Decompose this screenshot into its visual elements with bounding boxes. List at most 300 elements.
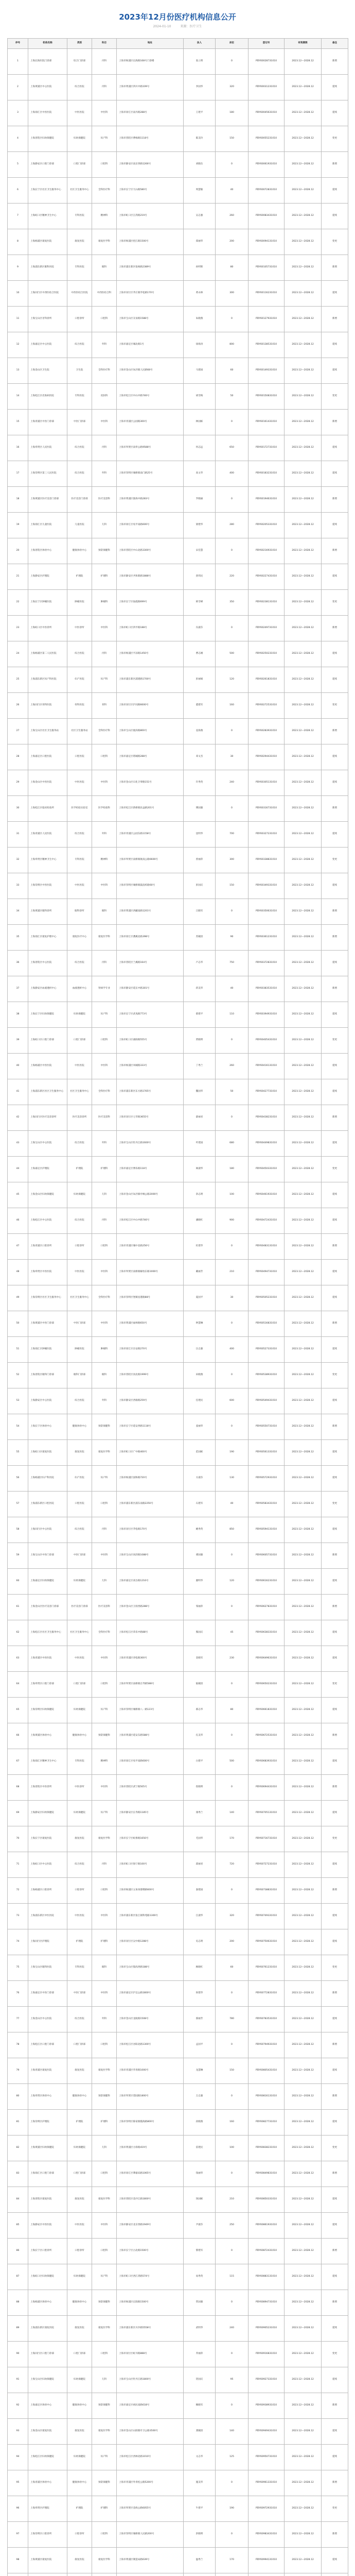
cell-beds: 50 bbox=[216, 1079, 248, 1105]
cell-legal: 尹淑芬 bbox=[184, 2213, 216, 2239]
cell-reg-no: PDY60283931010 bbox=[248, 719, 285, 744]
cell-valid: 2023.12—2028.12 bbox=[285, 513, 322, 538]
cell-note: 新增 bbox=[322, 1723, 348, 1749]
cell-note: 新增 bbox=[322, 1543, 348, 1569]
cell-beds: 210 bbox=[216, 2187, 248, 2213]
cell-valid: 2023.12—2028.12 bbox=[285, 255, 322, 281]
cell-name: 上海嘉定区口腔医院 bbox=[28, 744, 67, 770]
cell-legal: 牛建平 bbox=[184, 2496, 216, 2522]
cell-dept: 外科 bbox=[92, 2007, 117, 2032]
cell-address: 上海市长宁区虹桥路1650号 bbox=[117, 1826, 184, 1852]
cell-dept: 妇产科 bbox=[92, 126, 117, 152]
cell-name: 上海奉贤区口腔门诊部 bbox=[28, 1672, 67, 1698]
table-row bbox=[8, 2058, 348, 2084]
cell-address: 上海市黄浦区淮海中路283号 bbox=[117, 487, 184, 513]
cell-address: 上海市静安区共和新路1888号 bbox=[117, 564, 184, 590]
cell-address: 上海市崇明区城桥镇鼓浪屿路60号 bbox=[117, 873, 184, 899]
cell-valid: 2023.12—2028.12 bbox=[285, 2264, 322, 2290]
cell-address: 上海市青浦区城中北路256号 bbox=[117, 1234, 184, 1260]
cell-dept: 口腔科 bbox=[92, 1672, 117, 1698]
cell-reg-no: PDY60727231010 bbox=[248, 1852, 285, 1878]
cell-serial: 5 bbox=[8, 152, 28, 178]
cell-address: 上海市崇明区城桥镇南门路25号 bbox=[117, 461, 184, 487]
cell-type: 康复医院 bbox=[67, 2548, 92, 2573]
cell-reg-no: PDY60183231010 bbox=[248, 461, 285, 487]
cell-legal: 彭国庆 bbox=[184, 873, 216, 899]
column-header: 有效期限 bbox=[285, 39, 322, 49]
cell-address: 上海市徐汇区宛平南路600号 bbox=[117, 1749, 184, 1775]
cell-legal: 黄永林 bbox=[184, 281, 216, 307]
cell-reg-no: PDY60250231010 bbox=[248, 641, 285, 667]
cell-type: 眼科诊所 bbox=[67, 899, 92, 925]
cell-valid: 2023.12—2028.12 bbox=[285, 2316, 322, 2342]
cell-note: 变更 bbox=[322, 2496, 348, 2522]
cell-serial: 40 bbox=[8, 1054, 28, 1079]
cell-legal: 罗晓丽 bbox=[184, 487, 216, 513]
cell-address: 上海市奉贤区金海公路6055号 bbox=[117, 2496, 184, 2522]
cell-note: 延续 bbox=[322, 2187, 348, 2213]
cell-legal: 范国栋 bbox=[184, 1440, 216, 1466]
cell-note: 新增 bbox=[322, 1981, 348, 2007]
cell-valid: 2023.12—2028.12 bbox=[285, 1878, 322, 1904]
cell-reg-no: PDY60949431010 bbox=[248, 2419, 285, 2445]
cell-type: 健康体检中心 bbox=[67, 2470, 92, 2496]
cell-address: 上海市虹口区江湾路219号 bbox=[117, 204, 184, 229]
cell-address: 上海市黄浦区西藏南路1201号 bbox=[117, 899, 184, 925]
cell-dept: 全科医疗科 bbox=[92, 719, 117, 744]
cell-reg-no: PDY60661831010 bbox=[248, 1698, 285, 1723]
cell-name: 上海普陀区中心医院 bbox=[28, 951, 67, 976]
cell-dept: 中医科 bbox=[92, 1775, 117, 1801]
cell-valid: 2023.12—2028.12 bbox=[285, 1260, 322, 1285]
cell-address: 上海市普陀区曹杨路1118号 bbox=[117, 126, 184, 152]
table-row bbox=[8, 2316, 348, 2342]
cell-type: 专科医院 bbox=[67, 1955, 92, 1981]
cell-address: 上海市黄浦区制造局路639号 bbox=[117, 2548, 184, 2573]
cell-note: 新增 bbox=[322, 2084, 348, 2110]
cell-note: 延续 bbox=[322, 1646, 348, 1672]
column-header: 序号 bbox=[8, 39, 28, 49]
cell-beds: 0 bbox=[216, 49, 248, 75]
cell-legal: 常国强 bbox=[184, 2290, 216, 2316]
cell-dept: 口腔科 bbox=[92, 1234, 117, 1260]
cell-note: 延续 bbox=[322, 1182, 348, 1208]
cell-name: 上海青浦区中医门诊部 bbox=[28, 410, 67, 435]
cell-valid: 2023.12—2028.12 bbox=[285, 49, 322, 75]
cell-address: 上海市长宁区延安西路1118号 bbox=[117, 1414, 184, 1440]
cell-address: 上海市嘉定区沪宜公路1800号 bbox=[117, 1981, 184, 2007]
cell-type: 口腔门诊部 bbox=[67, 1672, 92, 1698]
cell-serial: 14 bbox=[8, 384, 28, 410]
table-row bbox=[8, 1208, 348, 1234]
cell-valid: 2023.12—2028.12 bbox=[285, 1543, 322, 1569]
cell-valid: 2023.12—2028.12 bbox=[285, 1646, 322, 1672]
cell-legal: 韩雪峰 bbox=[184, 590, 216, 616]
cell-name: 上海静安区口腔门诊部 bbox=[28, 152, 67, 178]
cell-beds: 700 bbox=[216, 822, 248, 848]
table-row bbox=[8, 1904, 348, 1929]
cell-serial: 86 bbox=[8, 2239, 28, 2264]
cell-serial: 36 bbox=[8, 951, 28, 976]
cell-name: 上海嘉定区护理院 bbox=[28, 1157, 67, 1182]
cell-type: 妇幼保健院 bbox=[67, 2367, 92, 2393]
cell-valid: 2023.12—2028.12 bbox=[285, 796, 322, 822]
table-row bbox=[8, 951, 348, 976]
cell-address: 上海市奉贤区望园路1800号 bbox=[117, 2084, 184, 2110]
cell-address: 上海市虹口区广中路400号 bbox=[117, 1440, 184, 1466]
cell-name: 上海青浦区口腔诊所 bbox=[28, 1234, 67, 1260]
table-row bbox=[8, 1826, 348, 1852]
cell-type: 护理院 bbox=[67, 564, 92, 590]
cell-serial: 92 bbox=[8, 2393, 28, 2419]
table-row bbox=[8, 1723, 348, 1749]
cell-beds: 260 bbox=[216, 1054, 248, 1079]
cell-name: 上海徐汇区康复护理中心 bbox=[28, 925, 67, 951]
cell-type: 护理院 bbox=[67, 2110, 92, 2136]
cell-name: 上海金山区妇幼保健院 bbox=[28, 1182, 67, 1208]
cell-serial: 37 bbox=[8, 976, 28, 1002]
cell-valid: 2023.12—2028.12 bbox=[285, 925, 322, 951]
cell-note: 延续 bbox=[322, 2419, 348, 2445]
cell-serial: 66 bbox=[8, 1723, 28, 1749]
cell-address: 上海市虹口区曲阳路555号 bbox=[117, 1028, 184, 1054]
cell-beds: 60 bbox=[216, 358, 248, 384]
table-row bbox=[8, 358, 348, 384]
cell-note: 新增 bbox=[322, 616, 348, 641]
cell-address: 上海市闵行区虹井路888号 bbox=[117, 2342, 184, 2367]
table-row bbox=[8, 616, 348, 641]
cell-dept: 肿瘤科 bbox=[92, 1337, 117, 1363]
cell-note: 延续 bbox=[322, 1620, 348, 1646]
cell-reg-no: PDY60105731010 bbox=[248, 255, 285, 281]
cell-note: 延续 bbox=[322, 1054, 348, 1079]
table-row bbox=[8, 1363, 348, 1388]
table-row bbox=[8, 693, 348, 719]
table-row bbox=[8, 1775, 348, 1801]
cell-dept: 全科医疗科 bbox=[92, 1620, 117, 1646]
cell-name: 上海浦东新区眼科医院 bbox=[28, 255, 67, 281]
cell-valid: 2023.12—2028.12 bbox=[285, 2290, 322, 2316]
cell-address: 上海市嘉定区塔城路288号 bbox=[117, 744, 184, 770]
table-row bbox=[8, 2110, 348, 2136]
cell-serial: 30 bbox=[8, 796, 28, 822]
cell-beds: 60 bbox=[216, 1955, 248, 1981]
cell-type: 中西医结合医院 bbox=[67, 281, 92, 307]
cell-type: 综合医院 bbox=[67, 1208, 92, 1234]
table-row bbox=[8, 1002, 348, 1028]
cell-serial: 94 bbox=[8, 2445, 28, 2470]
cell-note: 延续 bbox=[322, 2367, 348, 2393]
cell-address: 上海市宝山区同济路1088号 bbox=[117, 1543, 184, 1569]
cell-address: 上海市松江区荣乐中路88号 bbox=[117, 1620, 184, 1646]
cell-legal: 万志强 bbox=[184, 2084, 216, 2110]
cell-serial: 49 bbox=[8, 1285, 28, 1311]
cell-dept: 护理科 bbox=[92, 564, 117, 590]
cell-beds: 190 bbox=[216, 1440, 248, 1466]
cell-valid: 2023.12—2028.12 bbox=[285, 2007, 322, 2032]
cell-dept: 中医科 bbox=[92, 1646, 117, 1672]
cell-beds: 240 bbox=[216, 770, 248, 796]
cell-legal: 高文华 bbox=[184, 461, 216, 487]
cell-reg-no: PDY60361231010 bbox=[248, 925, 285, 951]
cell-dept: 妇产科 bbox=[92, 2445, 117, 2470]
cell-serial: 57 bbox=[8, 1492, 28, 1517]
cell-address: 上海市松江区西林北路1010号 bbox=[117, 2445, 184, 2470]
cell-beds: 160 bbox=[216, 2110, 248, 2136]
cell-serial: 82 bbox=[8, 2136, 28, 2161]
cell-name: 上海浦东新区社区卫生服务中心 bbox=[28, 1079, 67, 1105]
cell-reg-no: PDY60450331010 bbox=[248, 1157, 285, 1182]
cell-legal: 任建民 bbox=[184, 1388, 216, 1414]
cell-serial: 52 bbox=[8, 1363, 28, 1388]
cell-beds: 150 bbox=[216, 2058, 248, 2084]
cell-dept: 康复医学科 bbox=[92, 2419, 117, 2445]
cell-address: 上海市徐汇区肇嘉浜路1065号 bbox=[117, 2161, 184, 2187]
cell-beds: 0 bbox=[216, 2032, 248, 2058]
table-row bbox=[8, 1466, 348, 1492]
cell-beds: 720 bbox=[216, 1852, 248, 1878]
cell-name: 上海金山区康复医院 bbox=[28, 2419, 67, 2445]
cell-name: 上海杨浦区口腔诊所 bbox=[28, 1878, 67, 1904]
cell-dept bbox=[92, 2573, 117, 2576]
cell-address: 上海市闵行区七莘路3655号 bbox=[117, 1105, 184, 1131]
cell-address: 上海市徐汇区漕溪北路398号 bbox=[117, 925, 184, 951]
cell-type: 医学检验实验室 bbox=[67, 796, 92, 822]
cell-address: 上海市黄浦区方斜路419号 bbox=[117, 2136, 184, 2161]
cell-note: 新增 bbox=[322, 1234, 348, 1260]
cell-dept: 口腔科 bbox=[92, 2032, 117, 2058]
publish-source: 来源：医疗卫生 bbox=[180, 25, 202, 28]
cell-dept: 肾病学专业 bbox=[92, 976, 117, 1002]
cell-name: 上海奉贤区中医医院 bbox=[28, 1260, 67, 1285]
cell-valid: 2023.12—2028.12 bbox=[285, 2445, 322, 2470]
cell-reg-no: PDY60294431010 bbox=[248, 744, 285, 770]
cell-beds: 80 bbox=[216, 255, 248, 281]
cell-note: 延续 bbox=[322, 1569, 348, 1595]
cell-reg-no: PDY60427731010 bbox=[248, 1079, 285, 1105]
cell-reg-no: PDY60227431010 bbox=[248, 564, 285, 590]
cell-reg-no: PDY60383531010 bbox=[248, 976, 285, 1002]
cell-reg-no: PDY60872431010 bbox=[248, 2239, 285, 2264]
cell-dept: 中医科 bbox=[92, 616, 117, 641]
cell-type: 康复医院 bbox=[67, 1440, 92, 1466]
cell-serial: 8 bbox=[8, 229, 28, 255]
table-row bbox=[8, 1388, 348, 1414]
cell-note: 延续 bbox=[322, 281, 348, 307]
cell-name: 上海徐汇区肿瘤医院 bbox=[28, 1337, 67, 1363]
cell-dept: 康复医学科 bbox=[92, 2548, 117, 2573]
cell-beds: 0 bbox=[216, 2084, 248, 2110]
cell-legal: 谭国强 bbox=[184, 1543, 216, 1569]
cell-dept: 康复医学科 bbox=[92, 1440, 117, 1466]
cell-valid: 2023.12—2028.12 bbox=[285, 1414, 322, 1440]
cell-legal: 洪晓明 bbox=[184, 2522, 216, 2548]
cell-name: 上海嘉定区中心医院 bbox=[28, 332, 67, 358]
cell-legal: 熊国庆 bbox=[184, 1620, 216, 1646]
cell-valid: 2023.12—2028.12 bbox=[285, 1904, 322, 1929]
cell-name: 上海普陀区中医诊所 bbox=[28, 1775, 67, 1801]
cell-type: 中医医院 bbox=[67, 1646, 92, 1672]
table-row bbox=[8, 2445, 348, 2470]
cell-beds: 190 bbox=[216, 2496, 248, 2522]
cell-beds: 800 bbox=[216, 332, 248, 358]
cell-legal: 叶建国 bbox=[184, 1131, 216, 1157]
cell-note: 延续 bbox=[322, 461, 348, 487]
cell-address: 上海市杨浦区长阳路1500号 bbox=[117, 2290, 184, 2316]
cell-type: 妇产医院 bbox=[67, 1466, 92, 1492]
cell-name bbox=[28, 2573, 67, 2576]
cell-note: 延续 bbox=[322, 1002, 348, 1028]
cell-valid: 2023.12—2028.12 bbox=[285, 1723, 322, 1749]
cell-type: 护理院 bbox=[67, 1929, 92, 1955]
cell-type: 社区卫生服务中心 bbox=[67, 1079, 92, 1105]
cell-note: 新增 bbox=[322, 2522, 348, 2548]
cell-legal: 阎淑华 bbox=[184, 1157, 216, 1182]
cell-legal: 乔丽萍 bbox=[184, 2342, 216, 2367]
cell-address: 上海市金山区朱泾镇亭枫公路2000号 bbox=[117, 1182, 184, 1208]
cell-type: 妇幼保健院 bbox=[67, 126, 92, 152]
cell-name: 上海奉贤区体检中心 bbox=[28, 2084, 67, 2110]
column-header: 备注 bbox=[322, 39, 348, 49]
cell-reg-no: PDY60616231010 bbox=[248, 1569, 285, 1595]
cell-note: 新增 bbox=[322, 152, 348, 178]
cell-reg-no: PDY60716731010 bbox=[248, 1826, 285, 1852]
cell-type: 健康体检中心 bbox=[67, 1414, 92, 1440]
cell-dept: 护理科 bbox=[92, 2496, 117, 2522]
cell-beds: 320 bbox=[216, 1904, 248, 1929]
cell-address bbox=[117, 2573, 184, 2576]
cell-legal: 温秀兰 bbox=[184, 2548, 216, 2573]
cell-reg-no: PDY60950731010 bbox=[248, 2445, 285, 2470]
cell-note: 延续 bbox=[322, 1904, 348, 1929]
cell-beds: 0 bbox=[216, 796, 248, 822]
cell-reg-no: PDY60549431010 bbox=[248, 1388, 285, 1414]
cell-beds: 350 bbox=[216, 590, 248, 616]
cell-type: 口腔门诊部 bbox=[67, 2161, 92, 2187]
cell-beds: 180 bbox=[216, 1157, 248, 1182]
cell-reg-no: PDY60116231010 bbox=[248, 281, 285, 307]
cell-reg-no: PDY60272531010 bbox=[248, 693, 285, 719]
cell-reg-no: PDY60138531010 bbox=[248, 332, 285, 358]
cell-type: 健康体检中心 bbox=[67, 538, 92, 564]
cell-note: 延续 bbox=[322, 332, 348, 358]
cell-type: 中医门诊部 bbox=[67, 410, 92, 435]
cell-name: 上海宝山区妇幼保健院 bbox=[28, 2367, 67, 2393]
cell-name: 上海崇明区口腔诊所 bbox=[28, 2522, 67, 2548]
cell-reg-no: PDY60938931010 bbox=[248, 2393, 285, 2419]
cell-beds: 0 bbox=[216, 1672, 248, 1698]
cell-type: 综合医院 bbox=[67, 951, 92, 976]
cell-address: 上海市普陀区中山北路3300号 bbox=[117, 538, 184, 564]
cell-reg-no: PDY60861931010 bbox=[248, 2213, 285, 2239]
cell-dept: 口腔科 bbox=[92, 152, 117, 178]
cell-serial: 81 bbox=[8, 2110, 28, 2136]
cell-dept: 中医科 bbox=[92, 770, 117, 796]
cell-valid: 2023.12—2028.12 bbox=[285, 332, 322, 358]
cell-legal: 何志远 bbox=[184, 435, 216, 461]
cell-dept: 中医科 bbox=[92, 1311, 117, 1337]
table-row bbox=[8, 1492, 348, 1517]
table-row bbox=[8, 49, 348, 75]
cell-note: 变更 bbox=[322, 2136, 348, 2161]
cell-note: 新增 bbox=[322, 2470, 348, 2496]
cell-type: 口腔诊所 bbox=[67, 307, 92, 332]
cell-type: 口腔门诊部 bbox=[67, 152, 92, 178]
cell-type: 健康体检中心 bbox=[67, 2393, 92, 2419]
cell-address: 上海市金山区龙航路1508号 bbox=[117, 2007, 184, 2032]
cell-beds: 150 bbox=[216, 126, 248, 152]
cell-reg-no: PDY60916831010 bbox=[248, 2342, 285, 2367]
cell-type: 中医医院 bbox=[67, 100, 92, 126]
cell-serial: 77 bbox=[8, 2007, 28, 2032]
cell-dept: 内科 bbox=[92, 75, 117, 100]
cell-reg-no: PDY60750631010 bbox=[248, 1929, 285, 1955]
cell-valid: 2023.12—2028.12 bbox=[285, 1955, 322, 1981]
cell-address: 上海市青浦区公园东路1158号 bbox=[117, 822, 184, 848]
table-row bbox=[8, 2419, 348, 2445]
cell-name: 上海普陀区眼科门诊部 bbox=[28, 1363, 67, 1388]
cell-note: 变更 bbox=[322, 693, 348, 719]
cell-address: 上海市浦东新区东方路1765号 bbox=[117, 1079, 184, 1105]
cell-note: 变更 bbox=[322, 1955, 348, 1981]
cell-valid: 2023.12—2028.12 bbox=[285, 976, 322, 1002]
cell-type: 康复医院 bbox=[67, 2419, 92, 2445]
cell-name: 上海松江区临床检验所 bbox=[28, 796, 67, 822]
cell-legal: 廖明华 bbox=[184, 1569, 216, 1595]
cell-reg-no: PDY60149331010 bbox=[248, 358, 285, 384]
cell-note: 变更 bbox=[322, 1363, 348, 1388]
cell-legal: 陆婉清 bbox=[184, 1672, 216, 1698]
cell-address: 上海市嘉定区裕民南路618号 bbox=[117, 2393, 184, 2419]
cell-valid: 2023.12—2028.12 bbox=[285, 100, 322, 126]
cell-serial: 3 bbox=[8, 100, 28, 126]
cell-serial: 6 bbox=[8, 178, 28, 204]
cell-serial: 31 bbox=[8, 822, 28, 848]
cell-valid: 2023.12—2028.12 bbox=[285, 564, 322, 590]
cell-legal: 贾晓明 bbox=[184, 1028, 216, 1054]
cell-valid: 2023.12—2028.12 bbox=[285, 1131, 322, 1157]
cell-name: 上海杨浦区第二人民医院 bbox=[28, 641, 67, 667]
cell-reg-no: PDY60061931010 bbox=[248, 152, 285, 178]
cell-reg-no: PDY60083431010 bbox=[248, 204, 285, 229]
cell-type: 中医门诊部 bbox=[67, 1543, 92, 1569]
cell-reg-no: PDY60028731010 bbox=[248, 49, 285, 75]
cell-reg-no: PDY60849831010 bbox=[248, 2161, 285, 2187]
cell-serial: 98 bbox=[8, 2548, 28, 2573]
column-header: 类别 bbox=[67, 39, 92, 49]
cell-type: 专科医院 bbox=[67, 255, 92, 281]
cell-valid: 2023.12—2028.12 bbox=[285, 1801, 322, 1826]
cell-name: 上海静安区护理院 bbox=[28, 564, 67, 590]
cell-name: 上海崇明区妇幼保健院 bbox=[28, 1698, 67, 1723]
cell-address: 上海市普陀区真北路1999号 bbox=[117, 1363, 184, 1388]
cell-address: 上海市宝山区牡丹江路1800号 bbox=[117, 2367, 184, 2393]
cell-name: 上海宝山区牙科诊所 bbox=[28, 307, 67, 332]
cell-legal: 魏国华 bbox=[184, 1079, 216, 1105]
cell-dept: 内科 bbox=[92, 435, 117, 461]
cell-name: 上海黄浦区中医门诊部 bbox=[28, 1311, 67, 1337]
cell-beds: 0 bbox=[216, 307, 248, 332]
cell-dept: 医疗美容科 bbox=[92, 1105, 117, 1131]
cell-beds: 240 bbox=[216, 2316, 248, 2342]
cell-serial: 62 bbox=[8, 1620, 28, 1646]
cell-note: 延续 bbox=[322, 75, 348, 100]
cell-type: 中医门诊部 bbox=[67, 1311, 92, 1337]
cell-beds: 0 bbox=[216, 1878, 248, 1904]
cell-note: 新增 bbox=[322, 1414, 348, 1440]
cell-address: 上海市长宁区天山路580号 bbox=[117, 178, 184, 204]
cell-beds: 210 bbox=[216, 1260, 248, 1285]
